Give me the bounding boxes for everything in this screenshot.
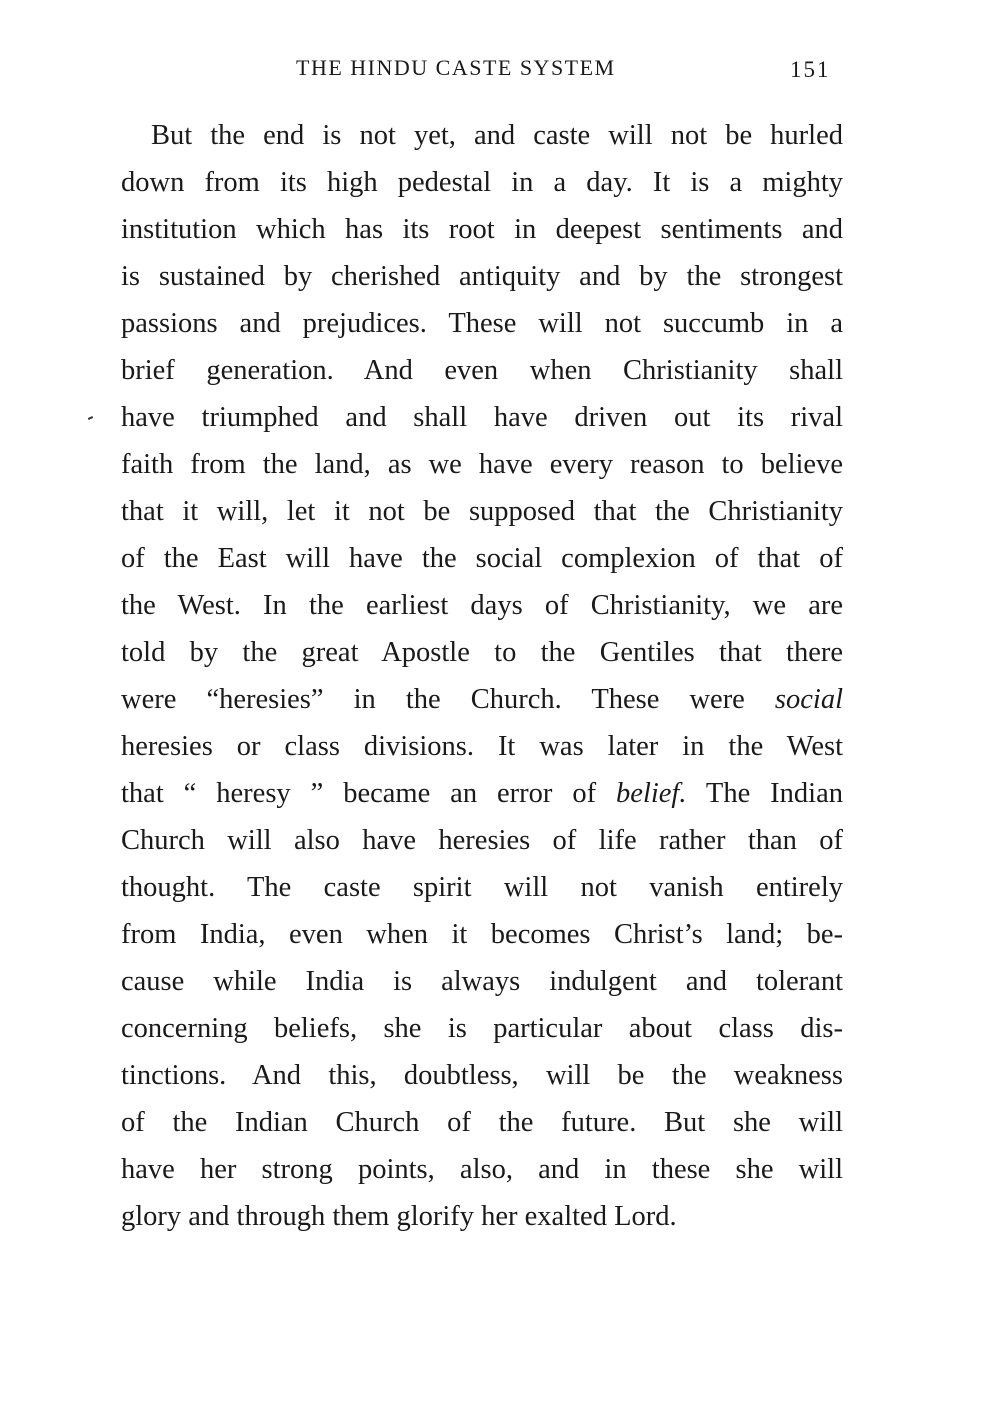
text-line: tinctions. And this, doubtless, will be the weakness (121, 1060, 843, 1091)
text-line: that it will, let it not be supposed that the Christianity (121, 496, 843, 527)
margin-mark (88, 416, 93, 420)
text-line: Church will also have heresies of life rather than of (121, 825, 843, 856)
text-line (121, 770, 843, 817)
text-line: thought. The caste spirit will not vanish entirely (121, 872, 843, 903)
text-line: faith from the land, as we have every reason to believe (121, 449, 843, 480)
text-line: passions and prejudices. These will not succumb in a (121, 308, 843, 339)
text-line: is sustained by cherished antiquity and by the strongest (121, 261, 843, 292)
text-line: cause while India is always indulgent and tolerant (121, 966, 843, 997)
running-header (0, 52, 1000, 84)
text-line: the West. In the earliest days of Christianity, we are (121, 590, 843, 621)
page-number: 151 (790, 57, 831, 82)
text-line: concerning beliefs, she is particular about class dis- (121, 1013, 843, 1044)
text-line: glory and through them glorify her exalted Lord. (121, 1201, 677, 1232)
text-line: have her strong points, also, and in these she will (121, 1154, 843, 1185)
text-line: of the Indian Church of the future. But she will (121, 1107, 843, 1138)
text-line: heresies or class divisions. It was later in the West (121, 731, 843, 762)
text-line: have triumphed and shall have driven out its rival (121, 402, 843, 433)
italic-word-social: social (774, 684, 843, 715)
text-line-segment: were “heresies” in the Church. These were (121, 684, 775, 715)
text-line: of the East will have the social complexion of that of (121, 543, 843, 574)
italic-word-belief: belief. (616, 778, 687, 809)
text-line (121, 676, 843, 723)
text-line: from India, even when it becomes Christ’s land; be- (121, 919, 843, 950)
running-title: THE HINDU CASTE SYSTEM (296, 55, 616, 80)
text-line: down from its high pedestal in a day. It is a mighty (121, 167, 843, 198)
text-line: institution which has its root in deepest sentiments and (121, 214, 843, 245)
text-line-segment: The Indian (686, 778, 843, 809)
body-paragraph (121, 112, 843, 1240)
text-line: told by the great Apostle to the Gentiles that there (121, 637, 843, 668)
text-line: But the end is not yet, and caste will not be hurled (151, 120, 843, 151)
text-line-segment: that “ heresy ” became an error of (121, 778, 617, 809)
text-line: brief generation. And even when Christianity shall (121, 355, 843, 386)
